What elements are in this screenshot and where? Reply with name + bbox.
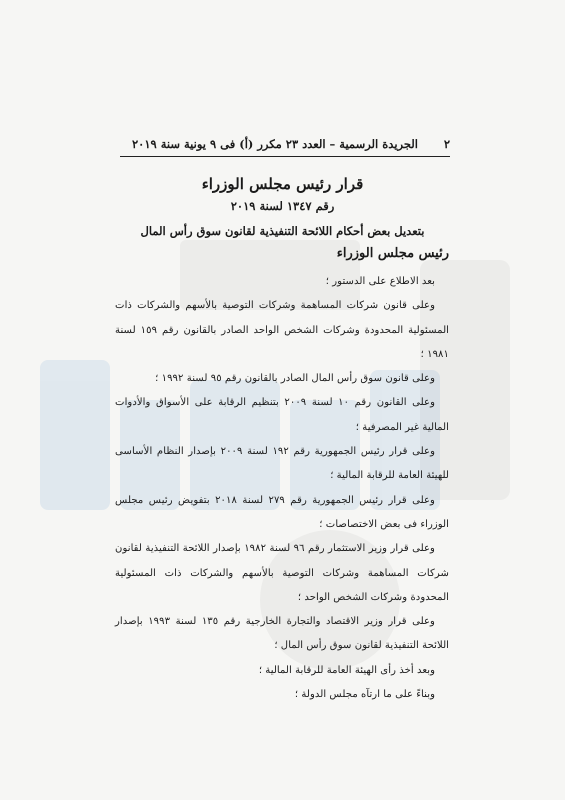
decree-subject: بتعديل بعض أحكام اللائحة التنفيذية لقانون سوق رأس المال [140, 224, 425, 238]
preamble-paragraph: وبناءً على ما ارتآه مجلس الدولة ؛ [294, 689, 435, 701]
preamble-paragraph: وعلى قرار رئيس الجمهورية رقم ١٩٢ لسنة ٢٠٠٩ بإصدار النظام الأساسى للهيئة العامة للرقابة المالية ؛ [115, 446, 449, 482]
preamble [115, 270, 449, 707]
preamble-paragraph: وعلى قرار وزير الاقتصاد والتجارة الخارجية رقم ١٣٥ لسنة ١٩٩٣ بإصدار اللائحة التنفيذية لقانون سوق رأس المال ؛ [115, 616, 449, 652]
decree-number: رقم ١٣٤٧ لسنة ٢٠١٩ [230, 199, 335, 213]
preamble-paragraph: بعد الاطلاع على الدستور ؛ [325, 276, 435, 287]
preamble-paragraph: وعلى قرار وزير الاستثمار رقم ٩٦ لسنة ١٩٨٢ بإصدار اللائحة التنفيذية لقانون شركات المساهمة وشركات التوصية بالأسهم والشركات ذات المسئولية المحدودة وشركات الشخص الواحد ؛ [115, 543, 449, 603]
preamble-paragraph: وعلى قرار رئيس الجمهورية رقم ٢٧٩ لسنة ٢٠١٨ بتفويض رئيس مجلس الوزراء فى بعض الاختصاصات ؛ [115, 494, 449, 530]
gazette-header [132, 137, 450, 151]
preamble-paragraph: وبعد أخذ رأى الهيئة العامة للرقابة المالية ؛ [258, 664, 435, 676]
header-rule [120, 156, 450, 157]
preamble-paragraph: وعلى قانون شركات المساهمة وشركات التوصية بالأسهم والشركات ذات المسئولية المحدودة وشركات الشخص الواحد الصادر بالقانون رقم ١٥٩ لسنة ١٩٨١ ؛ [115, 300, 449, 360]
preamble-paragraph: وعلى قانون سوق رأس المال الصادر بالقانون رقم ٩٥ لسنة ١٩٩٢ ؛ [155, 373, 435, 385]
decree-title: قرار رئيس مجلس الوزراء [201, 175, 364, 193]
preamble-paragraph: وعلى القانون رقم ١٠ لسنة ٢٠٠٩ بتنظيم الرقابة على الأسواق والأدوات المالية غير المصرفية ؛ [115, 397, 449, 433]
page-number: ٢ [443, 137, 450, 151]
gazette-issue-line: الجريدة الرسمية – العدد ٢٣ مكرر (أ) فى ٩ يونية سنة ٢٠١٩ [132, 137, 418, 151]
decree-issuer: رئيس مجلس الوزراء [336, 246, 449, 261]
